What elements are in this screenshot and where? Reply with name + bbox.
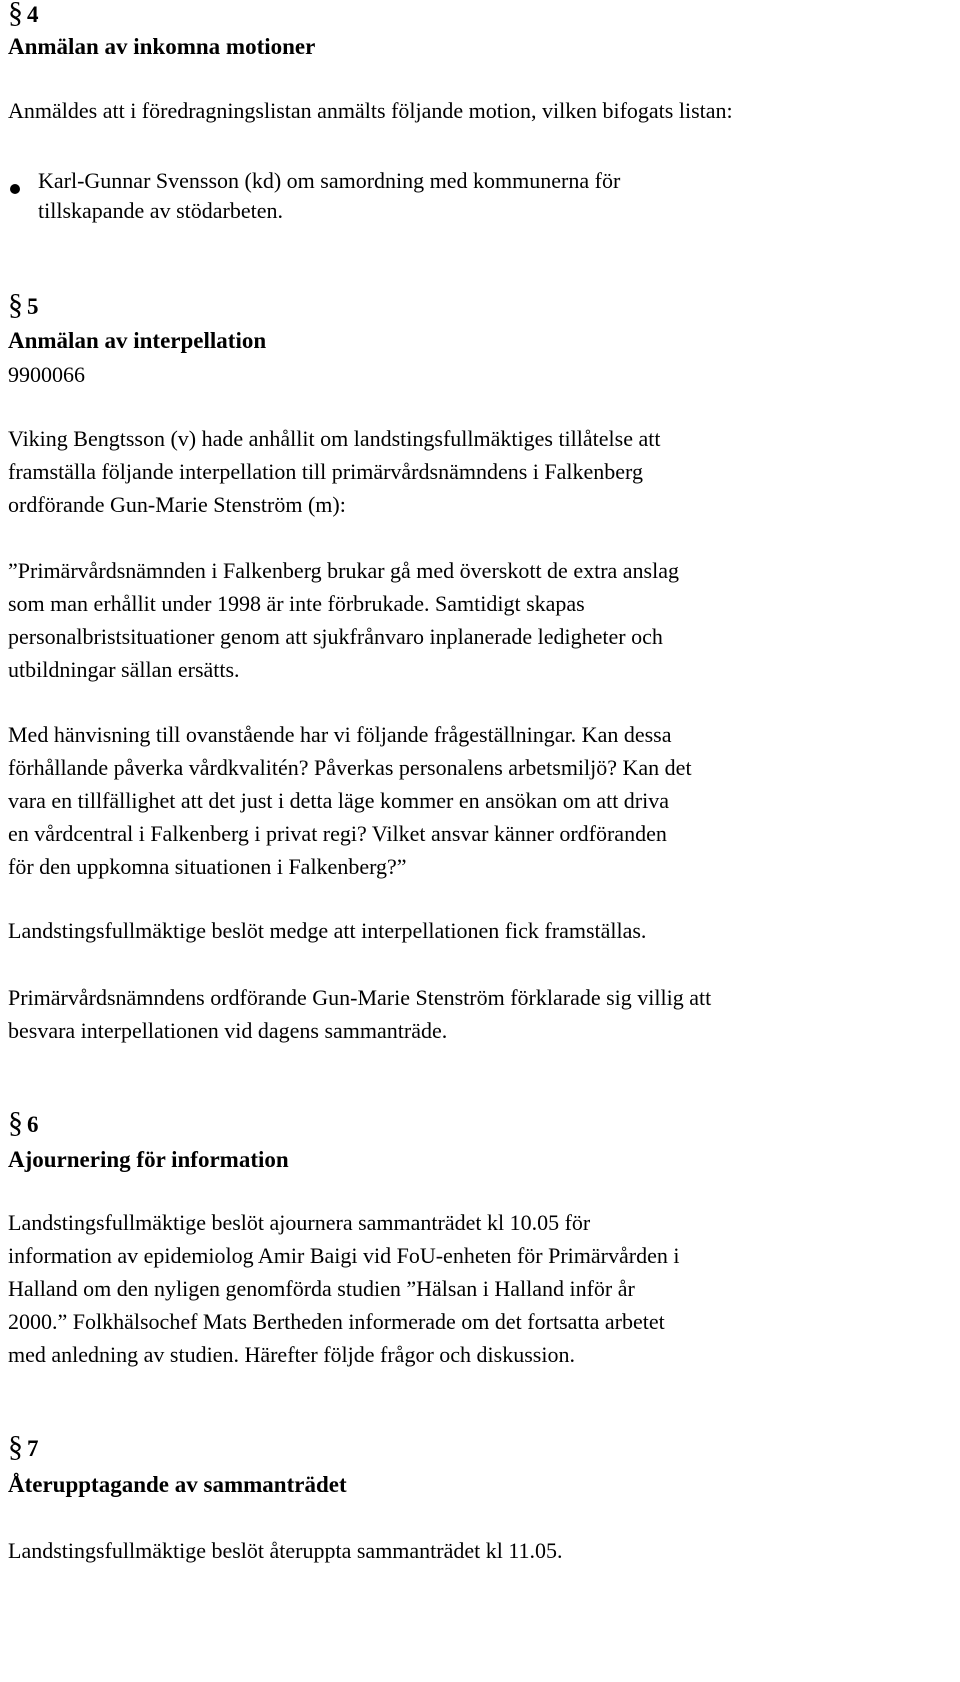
- paragraph-line: Landstingsfullmäktige beslöt ajournera sammanträdet kl 10.05 för: [8, 1210, 591, 1235]
- paragraph-line: besvara interpellationen vid dagens sammanträde.: [8, 1018, 448, 1043]
- section-6-number: [8, 1106, 39, 1139]
- paragraph-line: framställa följande interpellation till primärvårdsnämndens i Falkenberg: [8, 459, 643, 484]
- quote-line: ”Primärvårdsnämnden i Falkenberg brukar gå med överskott de extra anslag: [8, 558, 679, 583]
- section-5-title: Anmälan av interpellation: [8, 328, 267, 353]
- section-sign: §: [8, 1106, 23, 1139]
- section-sign: §: [8, 0, 23, 29]
- section-4-title: Anmälan av inkomna motioner: [8, 34, 316, 59]
- quote-line: förhållande påverka vårdkvalitén? Påverkas personalens arbetsmiljö? Kan det: [8, 755, 692, 780]
- quote-line: en vårdcentral i Falkenberg i privat regi? Vilket ansvar känner ordföranden: [8, 821, 667, 846]
- section-4-number: [8, 0, 39, 28]
- quote-line: Med hänvisning till ovanstående har vi följande frågeställningar. Kan dessa: [8, 722, 672, 747]
- section-7-title: Återupptagande av sammanträdet: [8, 1472, 347, 1497]
- decision-line: Landstingsfullmäktige beslöt medge att interpellationen fick framställas.: [8, 918, 647, 943]
- bullet-text-line: Karl-Gunnar Svensson (kd) om samordning med kommunerna för: [38, 168, 621, 193]
- section-number: 6: [27, 1112, 39, 1137]
- section-number: 5: [27, 294, 39, 319]
- paragraph-line: ordförande Gun-Marie Stenström (m):: [8, 492, 346, 517]
- paragraph-line: 2000.” Folkhälsochef Mats Bertheden informerade om det fortsatta arbetet: [8, 1309, 665, 1334]
- quote-line: vara en tillfällighet att det just i detta läge kommer en ansökan om att driva: [8, 788, 670, 813]
- section-sign: §: [8, 1430, 23, 1463]
- section-5-number: [8, 288, 39, 321]
- paragraph-line: Primärvårdsnämndens ordförande Gun-Marie Stenström förklarade sig villig att: [8, 985, 712, 1010]
- section-4-intro: Anmäldes att i föredragningslistan anmälts följande motion, vilken bifogats listan:: [8, 98, 733, 123]
- bullet-icon: [10, 184, 20, 194]
- quote-line: för den uppkomna situationen i Falkenberg?”: [8, 854, 407, 879]
- quote-line: personalbristsituationer genom att sjukfrånvaro inplanerade ledigheter och: [8, 624, 663, 649]
- section-5-reference: 9900066: [8, 362, 85, 387]
- section-sign: §: [8, 288, 23, 321]
- section-number: 4: [27, 2, 39, 27]
- section-number: 7: [27, 1436, 39, 1461]
- paragraph-line: Viking Bengtsson (v) hade anhållit om landstingsfullmäktiges tillåtelse att: [8, 426, 661, 451]
- paragraph-line: Halland om den nyligen genomförda studien ”Hälsan i Halland inför år: [8, 1276, 635, 1301]
- bullet-text-line: tillskapande av stödarbeten.: [38, 198, 283, 223]
- paragraph-line: information av epidemiolog Amir Baigi vid FoU-enheten för Primärvården i: [8, 1243, 680, 1268]
- quote-line: som man erhållit under 1998 är inte förbrukade. Samtidigt skapas: [8, 591, 585, 616]
- paragraph-line: med anledning av studien. Härefter följde frågor och diskussion.: [8, 1342, 575, 1367]
- section-7-number: [8, 1430, 39, 1463]
- paragraph-line: Landstingsfullmäktige beslöt återuppta sammanträdet kl 11.05.: [8, 1538, 563, 1563]
- section-6-title: Ajournering för information: [8, 1147, 289, 1172]
- quote-line: utbildningar sällan ersätts.: [8, 657, 240, 682]
